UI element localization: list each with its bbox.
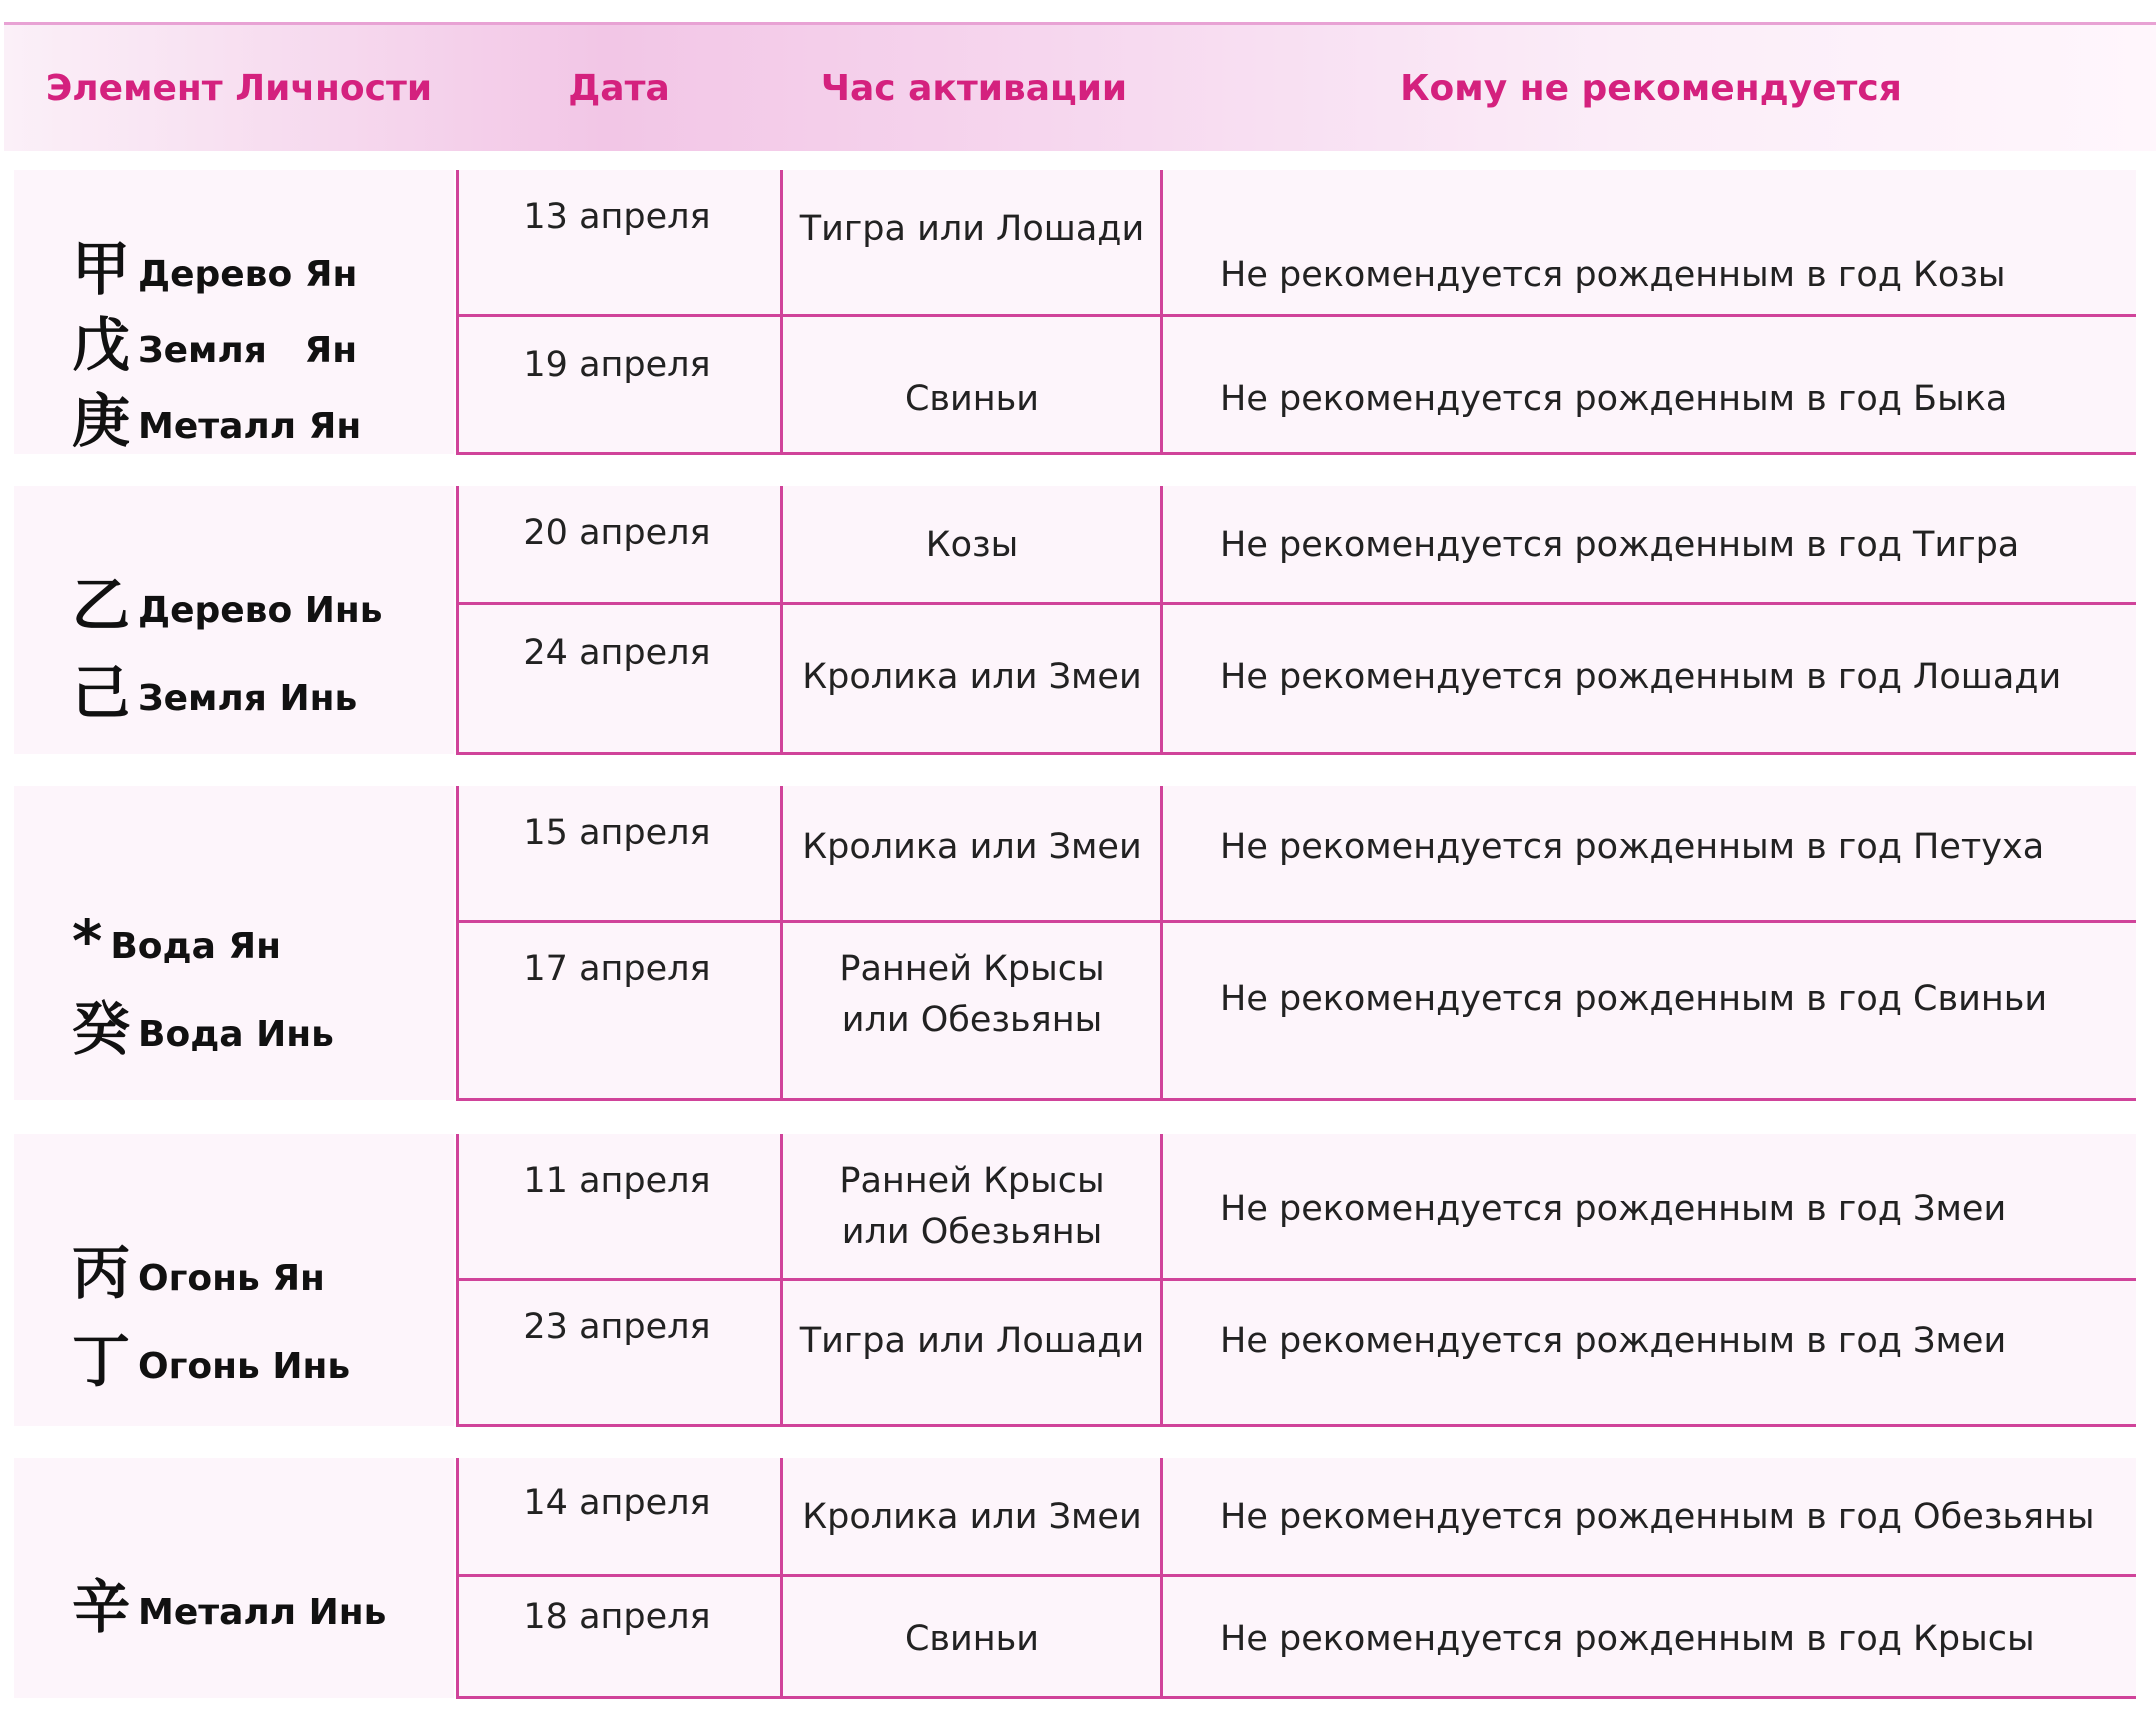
header-element: Элемент Личности <box>45 67 433 109</box>
not-recommended-cell: Не рекомендуется рожденным в год Козы <box>1220 255 2006 295</box>
element-label <box>72 659 383 727</box>
date-cell: 13 апреля <box>523 197 711 237</box>
element-labels <box>72 907 334 1063</box>
not-recommended-cell: Не рекомендуется рожденным в год Змеи <box>1220 1321 2007 1361</box>
element-name: Металл Ян <box>138 406 362 447</box>
header-not-recommended: Кому не рекомендуется <box>1400 67 1902 109</box>
not-recommended-cell: Не рекомендуется рожденным в год Быка <box>1220 379 2008 419</box>
row-divider <box>456 1574 2136 1577</box>
element-name: Дерево Инь <box>138 590 383 631</box>
not-recommended-cell: Не рекомендуется рожденным в год Петуха <box>1220 827 2045 867</box>
element-label <box>72 571 383 639</box>
element-label <box>72 387 362 455</box>
element-name: Металл Инь <box>138 1592 387 1633</box>
activation-hour-cell: Ранней Крысы или Обезьяны <box>839 1161 1105 1252</box>
activation-hour-cell: Свиньи <box>904 1619 1040 1659</box>
element-name: Дерево Ян <box>138 254 358 295</box>
date-cell: 19 апреля <box>523 345 711 385</box>
element-label <box>72 1327 351 1395</box>
element-labels <box>72 571 383 727</box>
date-cell: 23 апреля <box>523 1307 711 1347</box>
date-cell: 14 апреля <box>523 1483 711 1523</box>
element-group <box>0 486 2156 754</box>
row-divider <box>456 1424 2136 1427</box>
activation-hour-cell: Кролика или Змеи <box>802 827 1142 867</box>
element-hieroglyph: 庚 <box>72 387 131 455</box>
element-group <box>0 1458 2156 1698</box>
activation-hour-cell: Кролика или Змеи <box>802 657 1142 697</box>
row-divider <box>456 752 2136 755</box>
header-date: Дата <box>568 67 670 109</box>
row-divider <box>456 314 2136 317</box>
activation-hour-cell: Козы <box>925 525 1019 565</box>
activation-hour-cell: Кролика или Змеи <box>802 1497 1142 1537</box>
row-divider <box>456 452 2136 455</box>
not-recommended-cell: Не рекомендуется рожденным в год Обезьяны <box>1220 1497 2095 1537</box>
row-divider <box>456 1696 2136 1699</box>
element-hieroglyph: * <box>72 907 103 975</box>
not-recommended-cell: Не рекомендуется рожденным в год Тигра <box>1220 525 2020 565</box>
date-cell: 24 апреля <box>523 633 711 673</box>
element-name: Земля Ян <box>138 330 358 371</box>
row-divider <box>456 1278 2136 1281</box>
element-label <box>72 311 361 379</box>
row-divider <box>456 602 2136 605</box>
element-labels <box>72 235 362 455</box>
element-hieroglyph: 丙 <box>72 1239 131 1307</box>
element-label <box>72 1239 350 1307</box>
element-name: Земля Инь <box>138 678 358 719</box>
element-label <box>72 995 334 1063</box>
element-group <box>0 786 2156 1100</box>
date-cell: 11 апреля <box>523 1161 711 1201</box>
element-name: Вода Ян <box>110 926 282 967</box>
element-label <box>72 235 361 303</box>
activation-hour-cell: Тигра или Лошади <box>799 1321 1145 1361</box>
element-name: Вода Инь <box>138 1014 334 1055</box>
activation-hour-cell: Тигра или Лошади <box>799 209 1145 249</box>
element-label <box>72 1573 387 1641</box>
element-hieroglyph: 乙 <box>72 571 131 639</box>
element-hieroglyph: 己 <box>72 659 131 727</box>
date-cell: 17 апреля <box>523 949 711 989</box>
element-hieroglyph: 甲 <box>72 235 131 303</box>
date-cell: 18 апреля <box>523 1597 711 1637</box>
element-name: Огонь Ян <box>138 1258 325 1299</box>
element-labels <box>72 1573 387 1641</box>
not-recommended-cell: Не рекомендуется рожденным в год Змеи <box>1220 1189 2007 1229</box>
not-recommended-cell: Не рекомендуется рожденным в год Лошади <box>1220 657 2062 697</box>
element-group <box>0 170 2156 454</box>
element-hieroglyph: 丁 <box>72 1327 131 1395</box>
date-cell: 15 апреля <box>523 813 711 853</box>
not-recommended-cell: Не рекомендуется рожденным в год Свиньи <box>1220 979 2048 1019</box>
header-hour: Час активации <box>820 67 1128 109</box>
row-divider <box>456 1098 2136 1101</box>
activation-hour-cell: Свиньи <box>904 379 1040 419</box>
table-header <box>4 22 2156 151</box>
row-divider <box>456 920 2136 923</box>
element-labels <box>72 1239 351 1395</box>
activation-hour-cell: Ранней Крысы или Обезьяны <box>839 949 1105 1040</box>
date-cell: 20 апреля <box>523 513 711 553</box>
element-label <box>72 907 334 975</box>
element-hieroglyph: 癸 <box>72 995 131 1063</box>
element-hieroglyph: 戊 <box>72 311 131 379</box>
element-hieroglyph: 辛 <box>72 1573 131 1641</box>
element-name: Огонь Инь <box>138 1346 351 1387</box>
not-recommended-cell: Не рекомендуется рожденным в год Крысы <box>1220 1619 2035 1659</box>
element-group <box>0 1134 2156 1426</box>
